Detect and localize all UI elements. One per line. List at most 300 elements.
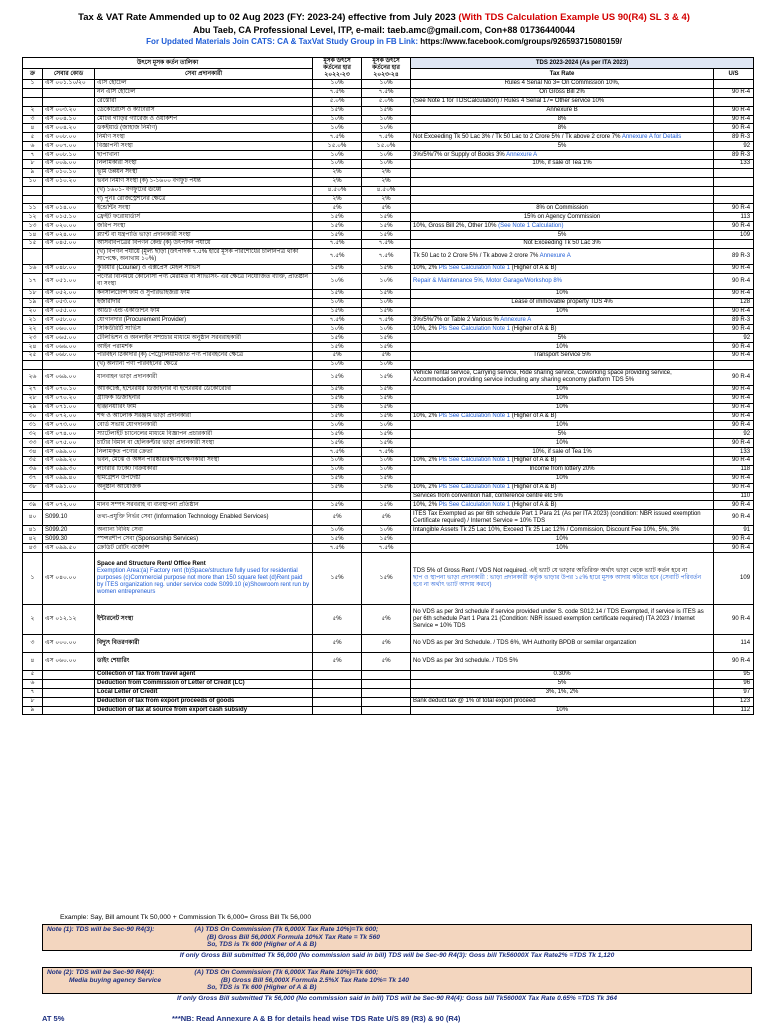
row-rate-2023: ৫%	[362, 604, 411, 634]
row-rate-2023: ৫.০%	[362, 97, 411, 106]
row-tds-text: Annexure B	[546, 107, 578, 114]
row-code: এস ০৭৪.০০	[43, 430, 95, 439]
row-sl: ৩৭	[23, 474, 43, 483]
row-tds	[411, 213, 714, 222]
row-us: 90 R-4	[714, 343, 754, 352]
row-service: মোটর গাড়ির গ্যারেজ ও ওয়ার্কশপ	[95, 115, 313, 124]
row-service: গ) পুনঃ রেজিস্ট্রেশনের ক্ষেত্রে	[95, 195, 313, 204]
row-tds-text: 10%	[556, 290, 569, 297]
row-tds-text: 10%, 2%	[413, 457, 438, 464]
row-rate-2023: ২%	[362, 177, 411, 186]
footer-nb: ***NB: Read Annexure A & B for details head wise TDS Rate U/S 89 (R3) & 90 (R4)	[172, 1014, 461, 1023]
table-row	[23, 88, 754, 97]
table-row	[23, 544, 754, 553]
table-row	[23, 177, 754, 186]
row-rate-2023: ১০%	[362, 298, 411, 307]
row-sl: ২১	[23, 316, 43, 325]
row-tds-text: Intangible Assets Tk 25 Lac 10%, Exceed Tk 25 Lac 12% / Commission, Discount Fee 10%, 5%, 3%	[413, 526, 680, 533]
row-service: লটারীর টিকেট বিক্রয়কারী	[95, 465, 313, 474]
row-service: টেলিভিশন ও অনলাইন সম্প্রচার মাধ্যমে অনুষ্ঠান সরবরাহকারী	[95, 334, 313, 343]
row-tds	[411, 264, 714, 273]
row-rate-2023: ৫%	[362, 352, 411, 361]
row-sl: ৯	[23, 168, 43, 177]
row-us: 90 R-4	[714, 394, 754, 403]
row-tds	[411, 501, 714, 510]
row-tds	[411, 670, 714, 679]
row-tds-text: Transport Service 5%	[533, 352, 591, 359]
row-tds	[411, 544, 714, 553]
row-rate-2022: ১০%	[313, 115, 362, 124]
row-tds-text: On Gross Bill 2%	[539, 89, 585, 96]
row-service: স্যাটেলাইট চ্যানেলের মাধ্যমে বিজ্ঞাপন প্রচারকারী	[95, 430, 313, 439]
row-tds-extra: (Higher of A & B)	[511, 457, 557, 464]
row-tds	[411, 439, 714, 448]
row-tds-extra: (Higher of A & B)	[511, 501, 557, 508]
row-service: ভবন, মেঝে ও অঙ্গন পরিষ্কার/রক্ষণাবেক্ষণকারী সংস্থা	[95, 456, 313, 465]
row-tds-text: 3%/5%/7% or Table 2 Various %	[413, 316, 499, 323]
row-sl: ২৭	[23, 385, 43, 394]
row-code: এস ০২৪.০০	[43, 231, 95, 240]
row-rate-2023: ১৫%	[362, 106, 411, 115]
table-row	[23, 369, 754, 385]
row-rate-2023: ১৫%	[362, 394, 411, 403]
row-sl: ৩১	[23, 421, 43, 430]
row-tds	[411, 80, 714, 89]
row-service: রেস্তোরা	[95, 97, 313, 106]
row-rate-2022	[313, 492, 362, 501]
row-code: এস ০২০.০০	[43, 222, 95, 231]
row-service: আর্কিটেক্ট, ইন্টেরিয়র ডিজাইনার বা ইন্টেরিয়র ডেকোরেটর	[95, 385, 313, 394]
table-row	[23, 430, 754, 439]
row-us: 90 R-4	[714, 106, 754, 115]
table-row	[23, 465, 754, 474]
row-us: 113	[714, 213, 754, 222]
table-row	[23, 160, 754, 169]
note-1-box	[42, 924, 752, 951]
row-code: এস ০০৯.০০	[43, 160, 95, 169]
row-rate-2022: ১৫%	[313, 501, 362, 510]
row-us: 128	[714, 298, 754, 307]
row-rate-2023: ১০%	[362, 160, 411, 169]
row-tds-note: Pls See Calculation Note 1	[438, 457, 511, 464]
row-us	[714, 360, 754, 369]
row-us	[714, 177, 754, 186]
row-rate-2022: ১৫%	[313, 430, 362, 439]
row-tds-text: Not Exceeding Tk 50 Lac 3%	[523, 240, 601, 247]
row-rate-2022: ১০%	[313, 160, 362, 169]
row-sl	[23, 186, 43, 195]
row-us	[714, 195, 754, 204]
row-service	[95, 634, 313, 652]
table-row	[23, 352, 754, 361]
row-rate-2023	[362, 492, 411, 501]
row-rate-2022: ৫%	[313, 352, 362, 361]
row-tds	[411, 316, 714, 325]
row-service: ক্রেডিট রেটিং এজেন্সি	[95, 544, 313, 553]
row-rate-2022: ১৫%	[313, 343, 362, 352]
note-1	[42, 924, 752, 961]
row-tds-text: Services from convention hall, conference centre etc 5%	[413, 492, 563, 499]
row-rate-2022: ১৫%	[313, 385, 362, 394]
row-us: 110	[714, 492, 754, 501]
row-sl: ১৮	[23, 289, 43, 298]
row-tds-text: 10%, 2%	[413, 501, 438, 508]
rent-rows	[23, 552, 754, 714]
row-rate-2023: ৭.৫%	[362, 240, 411, 249]
row-tds-text: 3%, 1%, 2%	[545, 689, 579, 696]
row-us: 90 R-4	[714, 222, 754, 231]
row-tds-text: 10%	[556, 421, 569, 428]
row-tds-text: 10%, if sale of Tea 1%	[532, 448, 592, 455]
row-rate-2022: ১০%	[313, 124, 362, 133]
row-tds-text: Rules 4 Serial No 3= On Commission 10%,	[504, 80, 620, 87]
row-tds-text: 0.30%	[553, 671, 571, 678]
row-sl: ২৩	[23, 334, 43, 343]
row-service	[95, 652, 313, 670]
row-rate-2022: ১৫%	[313, 394, 362, 403]
row-service: কনসালটেন্সি ফার্ম ও সুপারভাইজরী ফার্ম	[95, 289, 313, 298]
table-row	[23, 334, 754, 343]
row-tds	[411, 248, 714, 264]
group-prefix: For Updated Materials Join CATS: CA & TaxVat Study Group in FB Link:	[146, 37, 421, 46]
row-us	[714, 186, 754, 195]
row-rate-2023: ১০%	[362, 325, 411, 334]
row-service: বোর্ড সভায় যোগদানকারী	[95, 421, 313, 430]
row-tds-note: Annexure A	[539, 252, 571, 259]
row-tds	[411, 88, 714, 97]
row-us: 90 R-4	[714, 88, 754, 97]
row-rate-2022: ১৫.০%	[313, 142, 362, 151]
row-tds	[411, 204, 714, 213]
row-code	[43, 248, 95, 264]
row-tds	[411, 298, 714, 307]
row-sl: ৩৯	[23, 501, 43, 510]
row-us: 89 R-3	[714, 151, 754, 160]
row-rate-2022: ১৫%	[313, 535, 362, 544]
row-rate-2022: ১৫%	[313, 474, 362, 483]
row-code: এস ০০৮.১০	[43, 151, 95, 160]
row-service	[95, 688, 313, 697]
row-rate-2023: ১৫%	[362, 343, 411, 352]
row-sl: ৩৮	[23, 483, 43, 492]
row-tds-text: 5%	[557, 680, 567, 687]
row-rate-2023: ১৫%	[362, 334, 411, 343]
row-sl: ১৭	[23, 273, 43, 289]
row-service	[95, 706, 313, 715]
row-service: ইঞ্জিনিয়ারিং ফার্ম	[95, 403, 313, 412]
rent-row	[23, 604, 754, 634]
row-code: এস ০০৪.১০	[43, 115, 95, 124]
row-us: 90 R-4	[714, 439, 754, 448]
row-service	[95, 492, 313, 501]
rent-row	[23, 688, 754, 697]
row-us: 95	[714, 670, 754, 679]
row-tds-text: Vehicle rental service, Carrying service, Ride sharing service, Coworking space providing service, Accommodation providing service including any sharing economy platform TDS 5%	[413, 370, 672, 384]
row-tds-note: Pls See Calculation Note 1	[438, 501, 511, 508]
row-service-title: বিদ্যুৎ বিতরণকারী	[97, 639, 140, 646]
row-tds-text: 10%	[556, 308, 569, 315]
row-rate-2022: ৭.৫%	[313, 316, 362, 325]
col-rate-2023: মূসক উৎসে কর্তনের হার ২০২৩-২৪	[362, 58, 411, 80]
row-us: 90 R-4	[714, 204, 754, 213]
note-2-c: So, TDS is Tk 600 (Higher of A & B)	[207, 984, 317, 992]
row-rate-2023: ৭.৫%	[362, 544, 411, 553]
row-code: এস ০৬৯.০০	[43, 369, 95, 385]
row-sl: ৩	[23, 115, 43, 124]
row-sl: ৭	[23, 151, 43, 160]
row-rate-2023: ১০%	[362, 151, 411, 160]
tax-rate-table	[22, 57, 754, 715]
row-tds-text: 10%	[556, 544, 569, 551]
row-rate-2023: ১৫.০%	[362, 142, 411, 151]
row-tds	[411, 526, 714, 535]
row-code: S099.30	[43, 535, 95, 544]
col-tax-rate: Tax Rate	[411, 69, 714, 80]
row-tds-extra: (Higher of A & B)	[511, 484, 557, 491]
note-1-c: So, TDS is Tk 600 (Higher of A & B)	[207, 941, 317, 949]
row-rate-2023: ৫%	[362, 634, 411, 652]
row-code: এস ০৯৯.৪০	[43, 474, 95, 483]
table-row	[23, 456, 754, 465]
row-rate-2023: ১০%	[362, 526, 411, 535]
row-tds	[411, 151, 714, 160]
row-rate-2023: ১০%	[362, 273, 411, 289]
row-tds-text: 15% on Agency Commission	[523, 213, 601, 220]
row-tds	[411, 412, 714, 421]
row-code: এস ০৬৬.০০	[43, 343, 95, 352]
row-rate-2022: ১০%	[313, 526, 362, 535]
table-row	[23, 448, 754, 457]
row-rate-2023: ১০%	[362, 360, 411, 369]
row-service: ডকইয়ার্ড (জাহাজ নির্মাণ)	[95, 124, 313, 133]
row-rate-2022: ১৫%	[313, 483, 362, 492]
row-service: নিলামকৃত পণ্যের ক্রেতা	[95, 448, 313, 457]
row-service: আইন পরামর্শক	[95, 343, 313, 352]
row-code	[43, 688, 95, 697]
row-code: এস ০৬০.০০	[43, 652, 95, 670]
row-rate-2022: ১০%	[313, 456, 362, 465]
row-rate-2022: ৭.৫%	[313, 240, 362, 249]
row-rate-2023: ১৫%	[362, 439, 411, 448]
note-2-a: (A) TDS On Commission (Tk 6,000X Tax Rate 10%)=Tk 600;	[194, 969, 379, 976]
row-service: যানবাহন ভাড়া প্রদানকারী	[95, 369, 313, 385]
row-code: এস ০৭২.০০	[43, 412, 95, 421]
row-code: এস ০৯১.০০	[43, 483, 95, 492]
row-sl: ৩২	[23, 430, 43, 439]
row-service: চার্টার বিমান বা হেলিকপ্টার ভাড়া প্রদানকারী সংস্থা	[95, 439, 313, 448]
row-us: 90 R-4	[714, 115, 754, 124]
row-service: তথ্য-প্রযুক্তি নির্ভর সেবা (Information Technology Enabled Services)	[95, 510, 313, 526]
row-tds-text: ITES Tax Exempted as per 6th schedule Part 1 Para 21 (As per ITA 2023) (condition: NBR issued exemption Certificate required) / Internet Service = 10% TDS	[413, 510, 701, 524]
row-code: এস ০৯৯.০০	[43, 448, 95, 457]
row-tds	[411, 535, 714, 544]
row-sl: ৭	[23, 688, 43, 697]
row-service-title: ডাইং শেয়ারিং	[97, 657, 130, 664]
row-rate-2022: ৭.৫%	[313, 248, 362, 264]
row-tds	[411, 483, 714, 492]
row-rate-2022	[313, 679, 362, 688]
row-code: এস ০৪৫.০০	[43, 240, 95, 249]
row-rate-2022: ১৫%	[313, 289, 362, 298]
row-tds-text: 10%	[556, 439, 569, 446]
row-rate-2022: ১৫%	[313, 412, 362, 421]
row-code	[43, 679, 95, 688]
row-tds-text: No VDS as per 3rd schedule. / TDS 5%	[413, 657, 518, 664]
row-code: এস ০০০.০০	[43, 634, 95, 652]
row-rate-2022	[313, 670, 362, 679]
row-service: ভবন নির্মাণ সংস্থা (ক) ১-১৬০০ বর্গফুট পর্যন্ত	[95, 177, 313, 186]
row-tds-text: 5%	[557, 430, 567, 437]
row-us: 89 R-3	[714, 316, 754, 325]
row-rate-2023: ১০%	[362, 465, 411, 474]
table-row	[23, 186, 754, 195]
row-us: 89 R-3	[714, 248, 754, 264]
row-tds	[411, 465, 714, 474]
row-tds-text: 10%	[556, 395, 569, 402]
row-code: S099.10	[43, 510, 95, 526]
row-rate-2023: ১৫%	[362, 412, 411, 421]
group-line	[0, 36, 768, 48]
row-sl: ১	[23, 552, 43, 604]
row-tds	[411, 133, 714, 142]
row-us: 90 R-4	[714, 385, 754, 394]
table-row	[23, 142, 754, 151]
row-service: জরিপ সংস্থা	[95, 222, 313, 231]
table-row	[23, 439, 754, 448]
row-code: এস ০৭১.০০	[43, 403, 95, 412]
row-sl: ৬	[23, 679, 43, 688]
row-rate-2022: ৫%	[313, 510, 362, 526]
row-service: সিকিউরিটি সার্ভিস	[95, 325, 313, 334]
row-tds	[411, 448, 714, 457]
row-us: 123	[714, 697, 754, 706]
row-tds	[411, 273, 714, 289]
row-tds	[411, 492, 714, 501]
row-rate-2023: ১০%	[362, 456, 411, 465]
row-rate-2022: ১৫%	[313, 403, 362, 412]
row-tds-note: Pls See Calculation Note 1	[438, 265, 511, 272]
row-rate-2022: ৫%	[313, 634, 362, 652]
row-tds	[411, 289, 714, 298]
row-code	[43, 186, 95, 195]
row-sl	[23, 97, 43, 106]
row-code: এস ০১০.২০	[43, 177, 95, 186]
row-rate-2023	[362, 706, 411, 715]
row-rate-2022: ১০%	[313, 360, 362, 369]
row-tds-text: 10%	[556, 535, 569, 542]
table-row	[23, 273, 754, 289]
row-rate-2022: ১০%	[313, 421, 362, 430]
table-row	[23, 240, 754, 249]
row-tds	[411, 430, 714, 439]
row-code: এস ০১৫.১০	[43, 213, 95, 222]
row-tds	[411, 510, 714, 526]
row-sl: ৪	[23, 124, 43, 133]
table-row	[23, 394, 754, 403]
col-service: সেবা প্রদানকারী	[95, 69, 313, 80]
row-tds	[411, 706, 714, 715]
row-tds-text: 10%, 2%	[413, 484, 438, 491]
row-code: এস ০৪৮.০০	[43, 264, 95, 273]
col-sl: ক্র	[23, 69, 43, 80]
note-1-summary: If only Gross Bill submitted Tk 56,000 (No commission said in bill) TDS will be Sec-90 R4(3): Goss bill Tk56000X Tax Rate2% =TDS Tk 1,120	[179, 951, 615, 959]
row-rate-2023: ৭.৫%	[362, 133, 411, 142]
row-sl: ৫	[23, 133, 43, 142]
row-rate-2022: ১০%	[313, 80, 362, 89]
row-us: 109	[714, 231, 754, 240]
row-us: 92	[714, 334, 754, 343]
row-rate-2022: ১০%	[313, 298, 362, 307]
row-us: 90 R-4	[714, 369, 754, 385]
row-rate-2022	[313, 688, 362, 697]
note-1-title: Note (1): TDS will be Sec-90 R4(3):	[47, 926, 155, 933]
row-tds-text: 5%	[557, 142, 567, 149]
note-1-b: (B) Gross Bill 56,000X Formula 10%X Tax Rate = Tk 560	[207, 933, 380, 941]
row-rate-2023	[362, 688, 411, 697]
table-row	[23, 97, 754, 106]
rent-row	[23, 679, 754, 688]
rent-row	[23, 652, 754, 670]
table-row	[23, 195, 754, 204]
row-rate-2023: ২%	[362, 195, 411, 204]
table-row	[23, 231, 754, 240]
row-code	[43, 492, 95, 501]
note-2-summary: If only Gross Bill submitted Tk 56,000 (No commission said in bill) TDS will be Sec-90 R4(4): Goss bill Tk56000X Tax Rate 0.65% =TDS Tk 364	[176, 994, 618, 1002]
row-code: এস ০০৮.০০	[43, 133, 95, 142]
row-sl: ৮	[23, 160, 43, 169]
row-tds-text: 10%, Gross Bill 2%, Other 10%	[413, 222, 497, 229]
row-tds	[411, 634, 714, 652]
row-sl: ৬	[23, 142, 43, 151]
row-tds	[411, 394, 714, 403]
row-service: মানব সম্পদ সরবরাহ বা ব্যবস্থাপনা প্রতিষ্ঠান	[95, 501, 313, 510]
table-row	[23, 213, 754, 222]
row-sl: ৪১	[23, 526, 43, 535]
table-row	[23, 106, 754, 115]
row-tds-text: 10%	[556, 404, 569, 411]
table-row	[23, 412, 754, 421]
row-sl	[23, 88, 43, 97]
group-link[interactable]: https://www.facebook.com/groups/926593715080159/	[420, 37, 622, 46]
row-tds	[411, 160, 714, 169]
row-us: 90 R-4	[714, 510, 754, 526]
row-sl: ২৬	[23, 369, 43, 385]
row-rate-2022: ৭.৫%	[313, 544, 362, 553]
row-tds-text: Lease of immovable property TDS 4%	[511, 299, 613, 306]
table-row	[23, 307, 754, 316]
row-tds-text: 8% on Commission	[536, 204, 588, 211]
row-code: এস ০৭২.০০	[43, 501, 95, 510]
row-service	[95, 670, 313, 679]
row-rate-2022: ১৫%	[313, 222, 362, 231]
row-tds	[411, 186, 714, 195]
row-rate-2023: ১৫%	[362, 552, 411, 604]
row-code: এস ০১০.১০	[43, 168, 95, 177]
row-rate-2022: ১০%	[313, 151, 362, 160]
row-tds-text: TDS 5% of Gross Rent / VDS Not required. এই ভ্যাট যে ভাড়ার অতিরিক্ত অর্থাৎ ভাড়া থেকে ভ্যাট কর্তন হবে না	[413, 567, 688, 574]
document-page	[0, 12, 768, 1036]
row-rate-2023: ১৫%	[362, 474, 411, 483]
note-2	[42, 967, 752, 1004]
row-service: ইমিগ্রেশন উপদেষ্টা	[95, 474, 313, 483]
service-rows	[23, 80, 754, 553]
row-rate-2022: ১৫%	[313, 369, 362, 385]
row-us: 92	[714, 430, 754, 439]
row-tds-text: No VDS as per 3rd schedule if service provided under S. code S012.14 / TDS Exempted, if service is ITES as per 6th schedule Part 1 Para 21 (Condition: NBR issued exemption certificate required) ITA 2023 / Internet Service = 10% TDS	[413, 608, 704, 629]
table-row	[23, 115, 754, 124]
row-rate-2022: ১০%	[313, 465, 362, 474]
row-rate-2022: ১৫%	[313, 307, 362, 316]
